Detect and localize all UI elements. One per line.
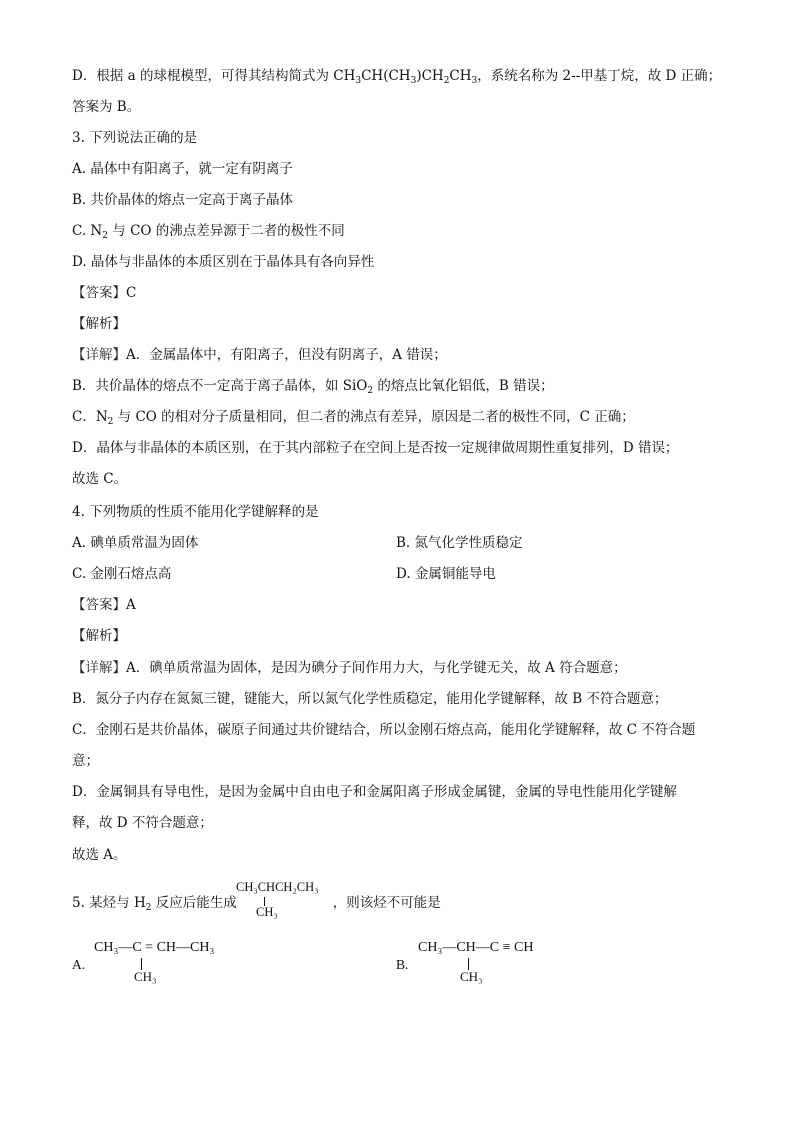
q5-option-a-branch: CH₃ [134, 969, 157, 984]
q5-stem: 5. 某烃与 $H_2$ 反应后能生成 ，则该烃不可能是 [72, 895, 441, 913]
q3-detail-a: 【详解】A．金属晶体中，有阳离子，但没有阴离子，A 错误； [72, 347, 447, 363]
q4-option-a: A. 碘单质常温为固体 [72, 535, 199, 551]
q3-option-a: A. 晶体中有阳离子，就一定有阴离子 [72, 161, 293, 177]
q4-option-d: D. 金属铜能导电 [396, 566, 496, 582]
q5-option-a-chain: CH₃—C = CH—CH₃ [94, 940, 215, 955]
q2-option-d-explanation: D．根据 a 的球棍模型，可得其结构简式为 $CH_3CH(CH_3)CH_2CH_3$，系统名称为 2--甲基丁烷，故 D 正确； [72, 68, 722, 86]
q4-option-b: B. 氮气化学性质稳定 [396, 535, 523, 551]
q5-product-chain: CH₃CHCH₂CH₃ [236, 880, 319, 894]
q4-detail-d-line-2: 释，故 D 不符合题意； [72, 815, 213, 831]
q4-detail-d-line-1: D．金属铜具有导电性，是因为金属中自由电子和金属阳离子形成金属键，金属的导电性能用化学键解 [72, 784, 677, 800]
q4-detail-c-line-1: C．金刚石是共价晶体，碳原子间通过共价键结合，所以金刚石熔点高，能用化学键解释，故 C 不符合题 [72, 722, 696, 738]
q4-answer: 【答案】A [72, 597, 136, 613]
q5-option-a-label: A. [72, 957, 86, 972]
q3-conclusion: 故选 C。 [72, 471, 128, 487]
q3-detail-d: D．晶体与非晶体的本质区别，在于其内部粒子在空间上是否按一定规律做周期性重复排列，D 错误； [72, 440, 679, 456]
q4-options-row-1 [72, 533, 722, 553]
detail-tag: 【详解】 [72, 660, 126, 676]
q3-option-c: C. $N_2$ 与 CO 的沸点差异源于二者的极性不同 [72, 223, 345, 241]
q4-conclusion: 故选 A。 [72, 847, 127, 863]
q3-option-b: B. 共价晶体的熔点一定高于离子晶体 [72, 192, 294, 208]
q4-detail-c-line-2: 意； [72, 753, 99, 769]
detail-tag: 【详解】 [72, 347, 126, 363]
q3-detail-b: B．共价晶体的熔点不一定高于离子晶体，如 SiO$_2$ 的熔点比氧化铝低，B 错误； [72, 378, 554, 396]
q4-detail-a: 【详解】A．碘单质常温为固体，是因为碘分子间作用力大，与化学键无关，故 A 符合题意； [72, 660, 627, 676]
q5-option-b-chain: CH₃—CH—C ≡ CH [418, 940, 534, 955]
q4-stem: 4. 下列物质的性质不能用化学键解释的是 [72, 504, 319, 520]
q3-analysis-tag: 【解析】 [72, 316, 126, 332]
q5-option-b-label: B. [396, 957, 409, 972]
q4-analysis-tag: 【解析】 [72, 628, 126, 644]
q4-options-row-2 [72, 564, 722, 584]
q3-answer: 【答案】C [72, 285, 137, 301]
q4-option-c: C. 金刚石熔点高 [72, 566, 172, 582]
q2-answer: 答案为 B。 [72, 99, 141, 115]
q5-option-b-branch: CH₃ [460, 969, 483, 984]
q4-detail-b: B．氮分子内存在氮氮三键，键能大，所以氮气化学性质稳定，能用化学键解释，故 B 不符合题意； [72, 691, 668, 707]
answer-tag: 【答案】 [72, 285, 126, 301]
q3-option-d: D. 晶体与非晶体的本质区别在于晶体具有各向异性 [72, 254, 375, 270]
answer-tag: 【答案】 [72, 597, 126, 613]
q3-stem: 3. 下列说法正确的是 [72, 130, 198, 146]
q3-detail-c: C．$N_2$ 与 CO 的相对分子质量相同，但二者的沸点有差异，原因是二者的极性不同，C 正确； [72, 409, 635, 427]
q5-product-branch: CH₃ [256, 905, 278, 919]
